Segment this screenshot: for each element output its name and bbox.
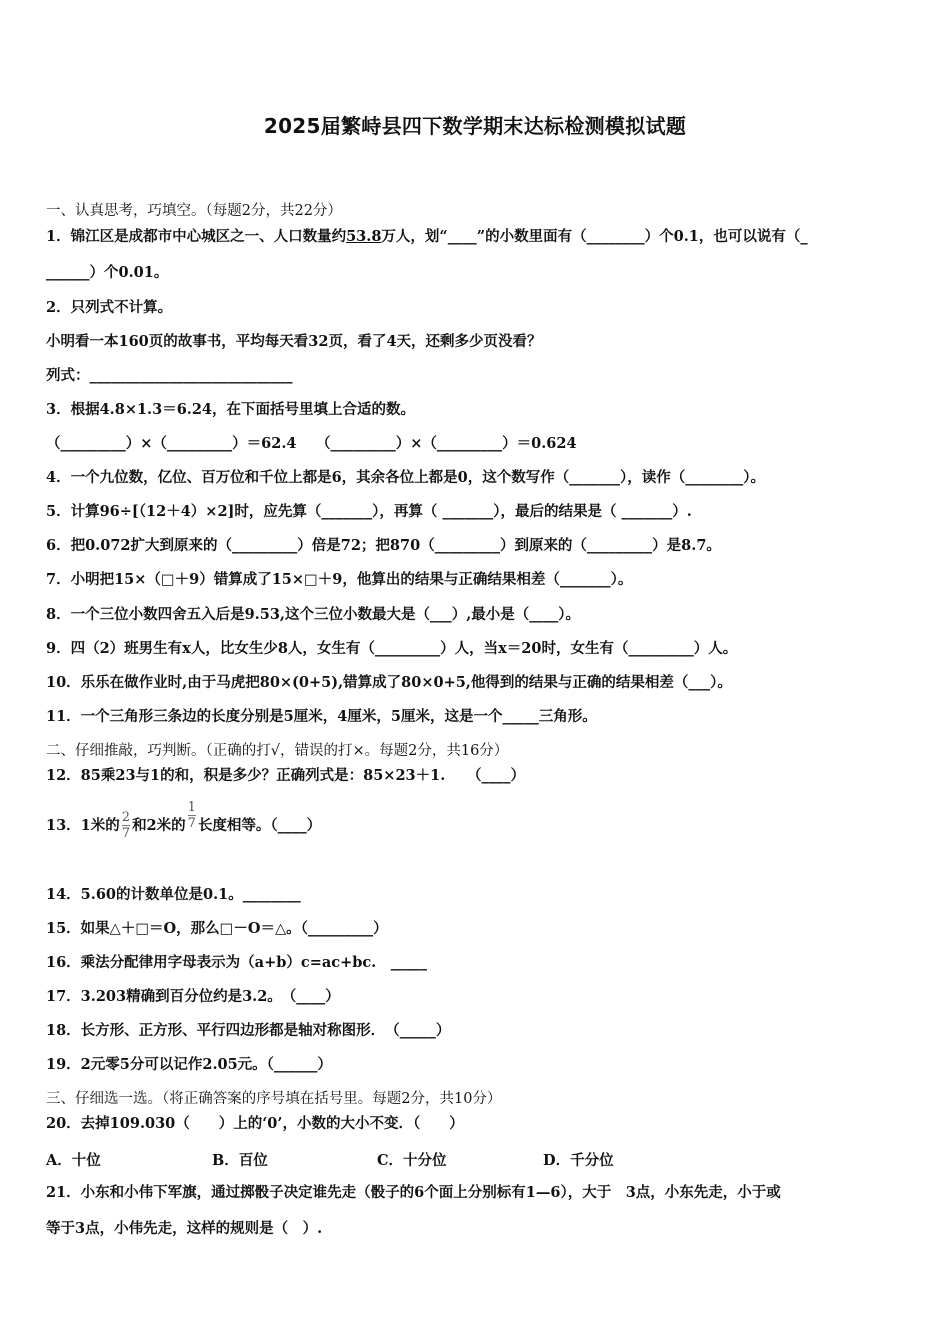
fraction-2-denominator: 7 bbox=[187, 816, 196, 831]
question-3-blanks: （_________）×（_________）＝62.4 （_________）×（_________）＝0.624 bbox=[46, 435, 577, 452]
option-c: C．十分位 bbox=[377, 1152, 447, 1169]
question-8: 8．一个三位小数四舍五入后是9.53,这个三位小数最大是（___）,最小是（____）。 bbox=[46, 606, 580, 623]
question-12: 12．85乘23与1的和，积是多少？正确列式是：85×23＋1. （____） bbox=[46, 767, 526, 784]
question-5: 5．计算96÷[（12＋4）×2]时，应先算（_______），再算（ _______），最后的结果是（ _______）. bbox=[46, 503, 692, 520]
question-16: 16．乘法分配律用字母表示为（a+b）c=ac+bc. _____ bbox=[46, 954, 427, 971]
section-2-heading: 二、仔细推敲，巧判断。（正确的打√，错误的打×。每题2分，共16分） bbox=[46, 743, 509, 759]
question-7: 7．小明把15×（□＋9）错算成了15×□＋9，他算出的结果与正确结果相差（_______）。 bbox=[46, 571, 633, 588]
question-3: 3．根据4.8×1.3＝6.24，在下面括号里填上合适的数。 bbox=[46, 401, 416, 418]
fraction-1-numerator: 2 bbox=[121, 810, 131, 825]
question-18: 18．长方形、正方形、平行四边形都是轴对称图形． （_____） bbox=[46, 1022, 451, 1039]
question-13-text-b: 和2米的 bbox=[132, 817, 186, 834]
option-d: D．千分位 bbox=[543, 1152, 614, 1169]
option-a: A．十位 bbox=[46, 1152, 101, 1169]
question-13 bbox=[46, 800, 916, 846]
question-20: 20．去掉109.030（ ）上的‘0’，小数的大小不变．（ ） bbox=[46, 1115, 464, 1132]
question-17: 17．3.203精确到百分位约是3.2。 （____） bbox=[46, 988, 340, 1005]
fraction-two-sevenths bbox=[122, 811, 130, 841]
question-1 bbox=[46, 227, 916, 247]
section-1-heading: 一、认真思考，巧填空。（每题2分，共22分） bbox=[46, 203, 342, 219]
question-13-text-c: 长度相等。（____） bbox=[197, 817, 322, 834]
question-4: 4．一个九位数，亿位、百万位和千位上都是6，其余各位上都是0，这个数写作（_______），读作（________）。 bbox=[46, 469, 766, 486]
option-b: B．百位 bbox=[212, 1152, 268, 1169]
question-15: 15．如果△＋□＝O，那么□－O＝△。（_________） bbox=[46, 920, 388, 937]
question-21: 21．小东和小伟下军旗，通过掷骰子决定谁先走（骰子的6个面上分别标有1—6），大于 3点，小东先走，小于或 bbox=[46, 1184, 781, 1201]
question-19: 19．2元零5分可以记作2.05元。（______） bbox=[46, 1056, 332, 1073]
fraction-one-seventh bbox=[188, 801, 196, 831]
question-9: 9．四（2）班男生有x人，比女生少8人，女生有（_________）人，当x＝20时，女生有（_________）人。 bbox=[46, 640, 738, 657]
question-2-problem: 小明看一本160页的故事书，平均每天看32页，看了4天，还剩多少页没看？ bbox=[46, 333, 542, 350]
fraction-2-numerator: 1 bbox=[187, 800, 196, 815]
question-1-text-b: 万人，划“____”的小数里面有（________）个0.1，也可以说有（_ bbox=[381, 228, 808, 245]
question-14: 14．5.60的计数单位是0.1。________ bbox=[46, 886, 301, 903]
question-1-text-a: 1．锦江区是成都市中心城区之一、人口数量约 bbox=[46, 228, 347, 245]
question-1-underlined-number: 53.8 bbox=[346, 228, 382, 245]
page-title: 2025届繁峙县四下数学期末达标检测模拟试题 bbox=[263, 114, 687, 138]
question-11: 11．一个三角形三条边的长度分别是5厘米，4厘米，5厘米，这是一个_____三角形。 bbox=[46, 708, 597, 725]
fraction-1-denominator: 7 bbox=[121, 826, 131, 841]
question-2-answer-line: 列式：____________________________ bbox=[46, 367, 293, 384]
question-21-continued: 等于3点，小伟先走，这样的规则是（ ）. bbox=[46, 1220, 323, 1237]
question-1-continued: ______）个0.01。 bbox=[46, 264, 169, 281]
question-6: 6．把0.072扩大到原来的（_________）倍是72；把870（_________）到原来的（_________）是8.7。 bbox=[46, 537, 721, 554]
section-3-heading: 三、仔细选一选。（将正确答案的序号填在括号里。每题2分，共10分） bbox=[46, 1091, 502, 1107]
question-2: 2．只列式不计算。 bbox=[46, 299, 173, 316]
question-10: 10．乐乐在做作业时,由于马虎把80×(0+5),错算成了80×0+5,他得到的结果与正确的结果相差（___）。 bbox=[46, 674, 732, 691]
question-13-text-a: 13．1米的 bbox=[46, 817, 120, 834]
